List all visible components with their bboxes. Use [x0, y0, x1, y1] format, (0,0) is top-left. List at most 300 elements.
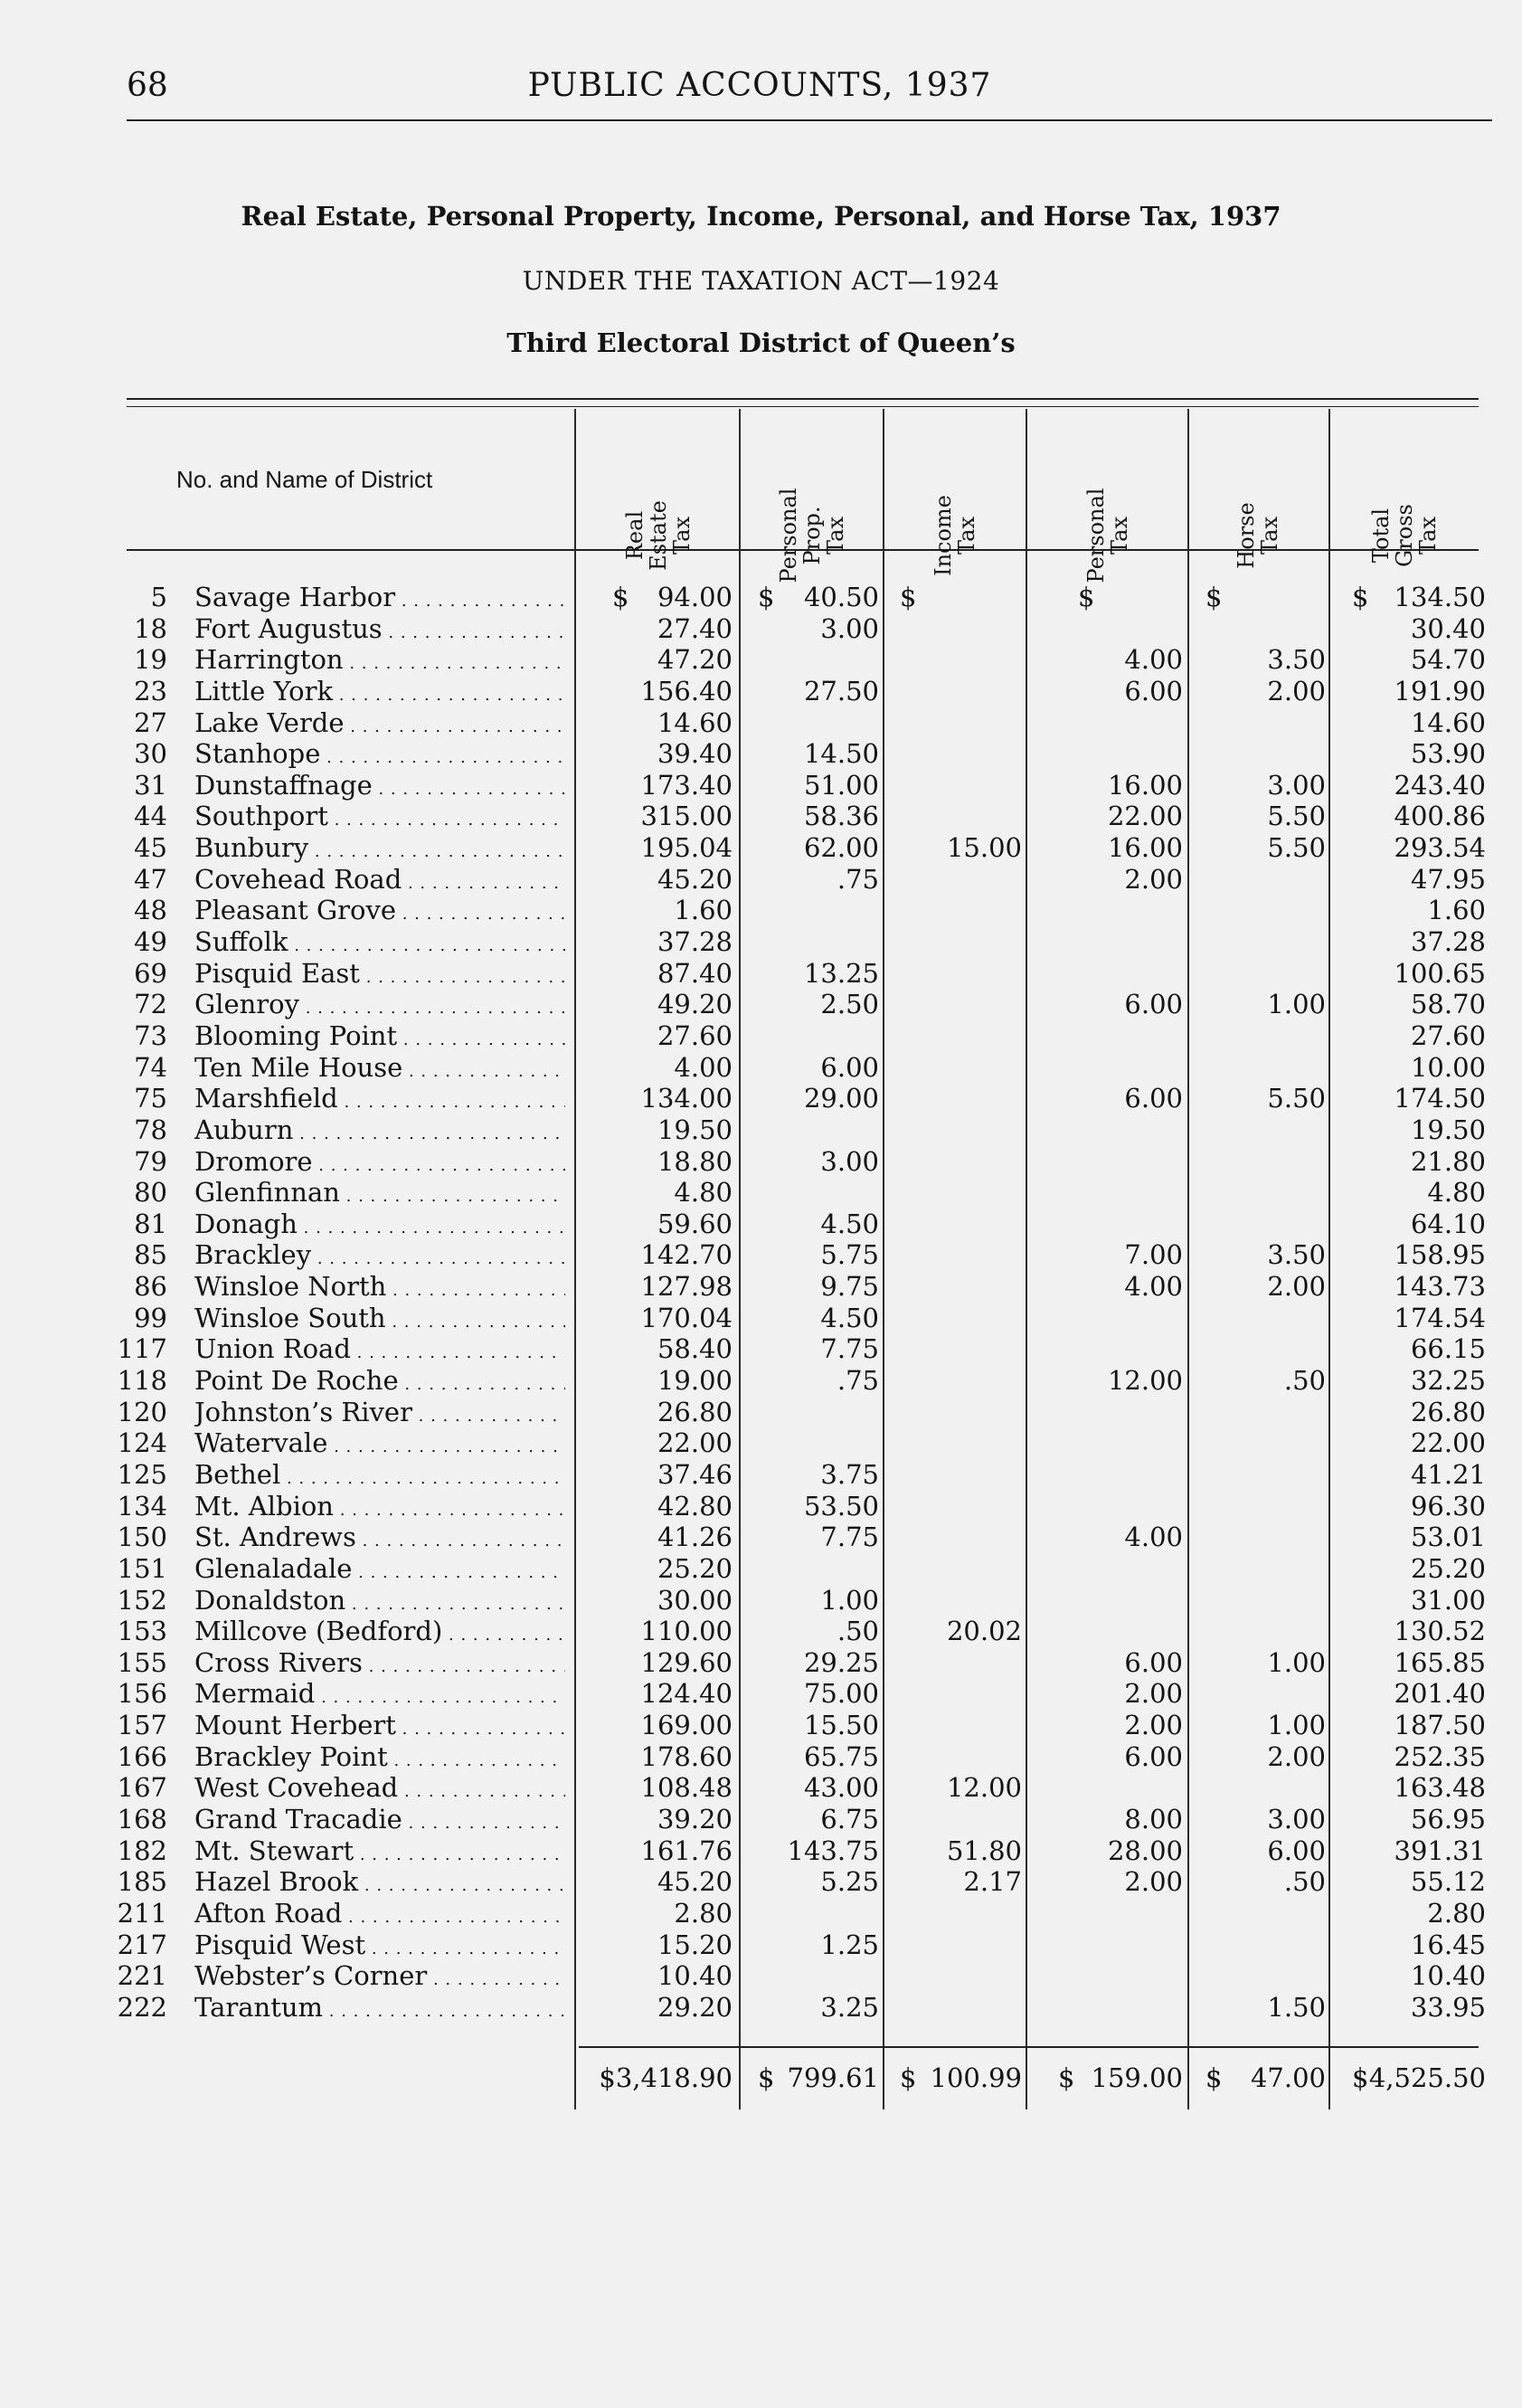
district-name: Blooming Point . . . [194, 1020, 565, 1056]
dollar-sign: $ [900, 2062, 917, 2093]
horse-tax: 1.00 [1267, 1710, 1326, 1741]
personal-prop-tax: 75.00 [803, 1678, 879, 1710]
total-gross-tax: 64.10 [1410, 1208, 1486, 1239]
real-estate-tax: 39.20 [657, 1803, 733, 1834]
table-row [0, 1397, 1522, 1428]
real-estate-tax: 94.00 [657, 582, 733, 612]
total-gross-tax: 54.70 [1410, 644, 1486, 676]
personal-prop-tax: 58.36 [803, 801, 879, 832]
income-tax: 20.02 [946, 1616, 1022, 1647]
total-personal-prop: 799.61 [787, 2062, 879, 2093]
horse-tax: 5.50 [1267, 832, 1326, 864]
table-row [0, 1553, 1522, 1585]
personal-prop-tax: 143.75 [787, 1834, 879, 1866]
district-number: 151 [117, 1552, 167, 1584]
district-name: Watervale . . . [194, 1427, 565, 1463]
dollar-sign: $ [1352, 2062, 1369, 2093]
table-body [0, 582, 1522, 2023]
table-row [0, 1083, 1522, 1114]
district-name: Afton Road . . . [194, 1898, 565, 1933]
personal-prop-tax: 4.50 [820, 1302, 879, 1333]
table-title: Real Estate, Personal Property, Income, Personal, and Horse Tax, 1937 [241, 201, 1281, 232]
real-estate-tax: 110.00 [640, 1616, 733, 1647]
district-name: Fort Augustus . . . [194, 613, 565, 649]
table-row [0, 1052, 1522, 1084]
personal-tax: 2.00 [1124, 1678, 1183, 1710]
district-number: 81 [134, 1208, 167, 1239]
real-estate-tax: 170.04 [640, 1302, 733, 1333]
real-estate-tax: 142.70 [640, 1239, 733, 1271]
district-number: 167 [117, 1772, 167, 1804]
table-row [0, 1772, 1522, 1804]
total-gross-tax: 33.95 [1410, 1991, 1486, 2023]
district-name: Covehead Road . . . [194, 864, 565, 899]
real-estate-tax: 315.00 [640, 801, 733, 832]
total-gross-tax: 163.48 [1394, 1772, 1486, 1804]
district-name: Pleasant Grove . . . [194, 895, 565, 930]
total-gross-tax: 10.40 [1410, 1960, 1486, 1992]
personal-prop-tax: 53.50 [803, 1490, 879, 1522]
district-name: Donaldston . . . [194, 1585, 565, 1620]
table-row [0, 1209, 1522, 1240]
district-name: West Covehead . . . [194, 1772, 565, 1807]
table-row [0, 801, 1522, 832]
real-estate-tax: 59.60 [657, 1208, 733, 1239]
real-estate-tax: 1.60 [674, 895, 733, 926]
total-gross-tax: 130.52 [1394, 1616, 1486, 1647]
table-top-rule-inner [127, 406, 1479, 407]
real-estate-tax: 45.20 [657, 1866, 733, 1898]
total-gross-tax: 100.65 [1394, 957, 1486, 989]
personal-tax: 6.00 [1124, 1646, 1183, 1678]
district-number: 79 [134, 1145, 167, 1177]
personal-prop-tax: .50 [837, 1616, 879, 1647]
district-name: Marshfield . . . [194, 1083, 565, 1118]
district-number: 153 [117, 1616, 167, 1647]
real-estate-tax: 49.20 [657, 989, 733, 1020]
personal-prop-tax: 6.00 [820, 1051, 879, 1083]
totals-row [0, 2061, 1522, 2097]
table-row [0, 1491, 1522, 1522]
horse-tax: 1.50 [1267, 1991, 1326, 2023]
district-number: 48 [134, 895, 167, 926]
table-row [0, 1177, 1522, 1209]
dollar-sign: $ [1205, 582, 1223, 612]
district-name: Pisquid West . . . [194, 1929, 565, 1965]
district-number: 85 [134, 1239, 167, 1271]
district-number: 73 [134, 1019, 167, 1051]
personal-tax: 6.00 [1124, 675, 1183, 706]
personal-prop-tax: 2.50 [820, 989, 879, 1020]
table-row [0, 676, 1522, 707]
district-number: 134 [117, 1490, 167, 1522]
dollar-sign: $ [758, 582, 775, 612]
district-name: Pisquid East . . . [194, 958, 565, 993]
horse-tax: 2.00 [1267, 1271, 1326, 1303]
total-gross-tax: 41.21 [1410, 1458, 1486, 1490]
real-estate-tax: 108.48 [640, 1772, 733, 1804]
real-estate-tax: 18.80 [657, 1145, 733, 1177]
table-row [0, 1522, 1522, 1553]
total-gross-tax: 30.40 [1410, 612, 1486, 644]
personal-prop-tax: 9.75 [820, 1271, 879, 1303]
real-estate-tax: 169.00 [640, 1710, 733, 1741]
real-estate-tax: 19.00 [657, 1365, 733, 1397]
real-estate-tax: 37.28 [657, 926, 733, 958]
personal-tax: 16.00 [1107, 832, 1183, 864]
total-gross-tax: 32.25 [1410, 1365, 1486, 1397]
personal-tax: 22.00 [1107, 801, 1183, 832]
real-estate-tax: 127.98 [640, 1271, 733, 1303]
district-number: 74 [134, 1051, 167, 1083]
district-name: Harrington . . . [194, 644, 565, 679]
income-tax: 51.80 [946, 1834, 1022, 1866]
real-estate-tax: 156.40 [640, 675, 733, 706]
table-row [0, 1020, 1522, 1052]
personal-tax: 4.00 [1124, 1522, 1183, 1553]
total-gross-tax: 16.45 [1410, 1929, 1486, 1960]
district-name: Winsloe South . . . [194, 1303, 565, 1338]
district-name: Donagh . . . [194, 1209, 565, 1244]
horse-tax: 1.00 [1267, 1646, 1326, 1678]
personal-prop-tax: 29.00 [803, 1083, 879, 1114]
district-name: Millcove (Bedford) . . . [194, 1616, 565, 1651]
personal-prop-tax: 3.00 [820, 612, 879, 644]
table-row [0, 1647, 1522, 1679]
horse-tax: 3.50 [1267, 1239, 1326, 1271]
horse-tax: .50 [1283, 1365, 1326, 1397]
table-row [0, 1929, 1522, 1961]
total-gross-tax: 201.40 [1394, 1678, 1486, 1710]
page-header [127, 63, 1492, 118]
table-row [0, 1303, 1522, 1334]
personal-tax: 12.00 [1107, 1365, 1183, 1397]
district-number: 78 [134, 1114, 167, 1145]
horse-tax: 5.50 [1267, 1083, 1326, 1114]
personal-prop-tax: 65.75 [803, 1740, 879, 1772]
district-number: 80 [134, 1177, 167, 1209]
district-name: Hazel Brook . . . [194, 1866, 565, 1901]
table-row [0, 1866, 1522, 1898]
running-title: PUBLIC ACCOUNTS, 1937 [527, 67, 992, 104]
table-row [0, 1271, 1522, 1303]
district-number: 5 [150, 582, 167, 612]
total-gross-tax: 14.60 [1410, 706, 1486, 738]
district-number: 44 [134, 801, 167, 832]
column-header-name: No. and Name of District [176, 466, 433, 493]
horse-tax: 3.00 [1267, 769, 1326, 801]
real-estate-tax: 45.20 [657, 863, 733, 895]
district-number: 99 [134, 1302, 167, 1333]
table-row [0, 1459, 1522, 1491]
total-gross-tax: 25.20 [1410, 1552, 1486, 1584]
district-number: 118 [117, 1365, 167, 1397]
real-estate-tax: 47.20 [657, 644, 733, 676]
total-gross-tax: 391.31 [1394, 1834, 1486, 1866]
total-gross-tax: 22.00 [1410, 1427, 1486, 1459]
real-estate-tax: 41.26 [657, 1522, 733, 1553]
real-estate-tax: 27.60 [657, 1019, 733, 1051]
act-subtitle: UNDER THE TAXATION ACT—1924 [522, 266, 1000, 296]
real-estate-tax: 37.46 [657, 1458, 733, 1490]
total-gross-tax: 56.95 [1410, 1803, 1486, 1834]
total-gross-tax: 19.50 [1410, 1114, 1486, 1145]
personal-prop-tax: 3.25 [820, 1991, 879, 2023]
personal-tax: 28.00 [1107, 1834, 1183, 1866]
total-gross-tax: 293.54 [1394, 832, 1486, 864]
table-row [0, 1741, 1522, 1773]
table-row [0, 1616, 1522, 1647]
personal-prop-tax: 5.75 [820, 1239, 879, 1271]
real-estate-tax: 2.80 [674, 1897, 733, 1929]
total-gross-tax: 158.95 [1394, 1239, 1486, 1271]
personal-prop-tax: 1.00 [820, 1584, 879, 1616]
real-estate-tax: 22.00 [657, 1427, 733, 1459]
personal-prop-tax: .75 [837, 863, 879, 895]
personal-tax: 16.00 [1107, 769, 1183, 801]
district-name: Lake Verde . . . [194, 707, 565, 743]
district-number: 117 [117, 1333, 167, 1365]
real-estate-tax: 178.60 [640, 1740, 733, 1772]
district-number: 49 [134, 926, 167, 958]
dollar-sign: $ [612, 582, 629, 612]
real-estate-tax: 39.40 [657, 738, 733, 770]
total-gross-tax: 174.50 [1394, 1083, 1486, 1114]
district-name: Mount Herbert . . . [194, 1710, 565, 1745]
real-estate-tax: 30.00 [657, 1584, 733, 1616]
real-estate-tax: 4.80 [674, 1177, 733, 1209]
horse-tax: 2.00 [1267, 675, 1326, 706]
district-name: Grand Tracadie . . . [194, 1804, 565, 1839]
district-number: 23 [134, 675, 167, 706]
table-row [0, 1804, 1522, 1835]
personal-prop-tax: 62.00 [803, 832, 879, 864]
dollar-sign: $ [1352, 582, 1369, 612]
total-horse-tax: 47.00 [1250, 2062, 1326, 2093]
personal-tax: 2.00 [1124, 863, 1183, 895]
real-estate-tax: 195.04 [640, 832, 733, 864]
personal-prop-tax: 13.25 [803, 957, 879, 989]
total-gross-tax: 134.50 [1394, 582, 1486, 612]
table-row [0, 1835, 1522, 1867]
table-row [0, 989, 1522, 1020]
total-gross-tax: 26.80 [1410, 1396, 1486, 1427]
district-name: Mt. Stewart . . . [194, 1835, 565, 1871]
personal-prop-tax: 43.00 [803, 1772, 879, 1804]
personal-tax: 2.00 [1124, 1710, 1183, 1741]
total-personal-tax: 159.00 [1091, 2062, 1183, 2093]
total-gross-tax: 187.50 [1394, 1710, 1486, 1741]
district-number: 150 [117, 1522, 167, 1553]
table-row [0, 895, 1522, 926]
total-gross-tax: 55.12 [1410, 1866, 1486, 1898]
district-name: Southport . . . [194, 801, 565, 836]
horse-tax: 6.00 [1267, 1834, 1326, 1866]
personal-prop-tax: 1.25 [820, 1929, 879, 1960]
district-number: 222 [117, 1991, 167, 2023]
district-name: Cross Rivers . . . [194, 1647, 565, 1683]
real-estate-tax: 14.60 [657, 706, 733, 738]
district-name: Mt. Albion . . . [194, 1491, 565, 1526]
horse-tax: 3.00 [1267, 1803, 1326, 1834]
real-estate-tax: 15.20 [657, 1929, 733, 1960]
dollar-sign: $ [1078, 582, 1095, 612]
district-name: Ten Mile House . . . [194, 1052, 565, 1087]
table-row [0, 1585, 1522, 1616]
horse-tax: 2.00 [1267, 1740, 1326, 1772]
real-estate-tax: 25.20 [657, 1552, 733, 1584]
personal-prop-tax: 3.75 [820, 1458, 879, 1490]
total-gross-tax: 143.73 [1394, 1271, 1486, 1303]
total-gross-tax: 252.35 [1394, 1740, 1486, 1772]
table-row [0, 1365, 1522, 1397]
district-number: 31 [134, 769, 167, 801]
district-number: 75 [134, 1083, 167, 1114]
dollar-sign: $ [900, 582, 917, 612]
district-name: Winsloe North . . . [194, 1271, 565, 1306]
district-name: Brackley Point . . . [194, 1741, 565, 1777]
table-row [0, 832, 1522, 864]
district-number: 18 [134, 612, 167, 644]
personal-prop-tax: 3.00 [820, 1145, 879, 1177]
real-estate-tax: 29.20 [657, 1991, 733, 2023]
district-name: Glenroy . . . [194, 989, 565, 1024]
total-gross-tax: 53.90 [1410, 738, 1486, 770]
district-number: 211 [117, 1897, 167, 1929]
personal-prop-tax: 7.75 [820, 1522, 879, 1553]
district-number: 72 [134, 989, 167, 1020]
district-number: 152 [117, 1584, 167, 1616]
district-number: 69 [134, 957, 167, 989]
total-gross-tax: 37.28 [1410, 926, 1486, 958]
district-name: Point De Roche . . . [194, 1365, 565, 1400]
personal-prop-tax: 7.75 [820, 1333, 879, 1365]
horse-tax: .50 [1283, 1866, 1326, 1898]
dollar-sign: $ [758, 2062, 775, 2093]
district-subtitle: Third Electoral District of Queen’s [506, 327, 1016, 358]
total-gross-tax: 2.80 [1427, 1897, 1486, 1929]
real-estate-tax: 161.76 [640, 1834, 733, 1866]
district-name: Auburn . . . [194, 1114, 565, 1150]
district-name: Savage Harbor . . . [194, 582, 565, 617]
real-estate-tax: 26.80 [657, 1396, 733, 1427]
district-number: 155 [117, 1646, 167, 1678]
district-name: Bunbury . . . [194, 832, 565, 867]
table-row [0, 707, 1522, 739]
district-number: 19 [134, 644, 167, 676]
totals-rule [579, 2046, 1479, 2048]
personal-prop-tax: .75 [837, 1365, 879, 1397]
district-number: 124 [117, 1427, 167, 1459]
district-number: 125 [117, 1458, 167, 1490]
total-gross-tax: 66.15 [1410, 1333, 1486, 1365]
personal-tax: 6.00 [1124, 1740, 1183, 1772]
total-gross-tax: 21.80 [1410, 1145, 1486, 1177]
personal-tax: 6.00 [1124, 1083, 1183, 1114]
total-gross-tax: 10.00 [1410, 1051, 1486, 1083]
real-estate-tax: 134.00 [640, 1083, 733, 1114]
table-row [0, 1960, 1522, 1992]
table-row [0, 770, 1522, 801]
personal-tax: 2.00 [1124, 1866, 1183, 1898]
total-gross-tax: 400.86 [1394, 801, 1486, 832]
table-row [0, 738, 1522, 770]
table-row [0, 613, 1522, 645]
total-gross-tax: 31.00 [1410, 1584, 1486, 1616]
personal-prop-tax: 29.25 [803, 1646, 879, 1678]
personal-prop-tax: 6.75 [820, 1803, 879, 1834]
district-number: 166 [117, 1740, 167, 1772]
district-name: Bethel . . . [194, 1459, 565, 1494]
table-row [0, 1333, 1522, 1365]
district-number: 47 [134, 863, 167, 895]
table-row [0, 1710, 1522, 1741]
real-estate-tax: 129.60 [640, 1646, 733, 1678]
table-row [0, 1898, 1522, 1929]
horse-tax: 3.50 [1267, 644, 1326, 676]
dollar-sign: $ [1058, 2062, 1075, 2093]
real-estate-tax: 4.00 [674, 1051, 733, 1083]
total-gross-tax: 4.80 [1427, 1177, 1486, 1209]
real-estate-tax: 124.40 [640, 1678, 733, 1710]
personal-prop-tax: 5.25 [820, 1866, 879, 1898]
real-estate-tax: 27.40 [657, 612, 733, 644]
total-gross-tax: 96.30 [1410, 1490, 1486, 1522]
page-number: 68 [127, 67, 168, 104]
income-tax: 12.00 [946, 1772, 1022, 1804]
district-name: Stanhope . . . [194, 738, 565, 773]
total-gross-tax: 47.95 [1410, 863, 1486, 895]
total-gross-tax: 1.60 [1427, 895, 1486, 926]
district-name: Mermaid . . . [194, 1678, 565, 1713]
district-number: 157 [117, 1710, 167, 1741]
district-name: Dunstaffnage . . . [194, 770, 565, 805]
table-row [0, 582, 1522, 613]
district-number: 86 [134, 1271, 167, 1303]
horse-tax: 1.00 [1267, 989, 1326, 1020]
district-name: Brackley . . . [194, 1239, 565, 1275]
personal-prop-tax: 14.50 [803, 738, 879, 770]
personal-tax: 4.00 [1124, 1271, 1183, 1303]
personal-tax: 4.00 [1124, 644, 1183, 676]
district-number: 217 [117, 1929, 167, 1960]
district-name: Webster’s Corner . . . [194, 1960, 565, 1996]
personal-tax: 7.00 [1124, 1239, 1183, 1271]
table-row [0, 926, 1522, 958]
district-name: Glenfinnan . . . [194, 1177, 565, 1212]
table-row [0, 1678, 1522, 1710]
personal-prop-tax: 51.00 [803, 769, 879, 801]
district-number: 120 [117, 1396, 167, 1427]
total-gross-tax: 53.01 [1410, 1522, 1486, 1553]
personal-tax: 6.00 [1124, 989, 1183, 1020]
table-row [0, 1992, 1522, 2024]
total-gross-tax: 191.90 [1394, 675, 1486, 706]
header-rule [127, 119, 1492, 121]
income-tax: 2.17 [963, 1866, 1022, 1898]
district-number: 185 [117, 1866, 167, 1898]
personal-prop-tax: 4.50 [820, 1208, 879, 1239]
district-name: Johnston’s River . . . [194, 1397, 565, 1432]
district-number: 30 [134, 738, 167, 770]
district-number: 221 [117, 1960, 167, 1992]
table-top-rule [127, 398, 1479, 400]
district-number: 168 [117, 1803, 167, 1834]
district-number: 182 [117, 1834, 167, 1866]
district-name: Tarantum . . . [194, 1992, 565, 2027]
district-name: Glenaladale . . . [194, 1553, 565, 1588]
district-number: 45 [134, 832, 167, 864]
